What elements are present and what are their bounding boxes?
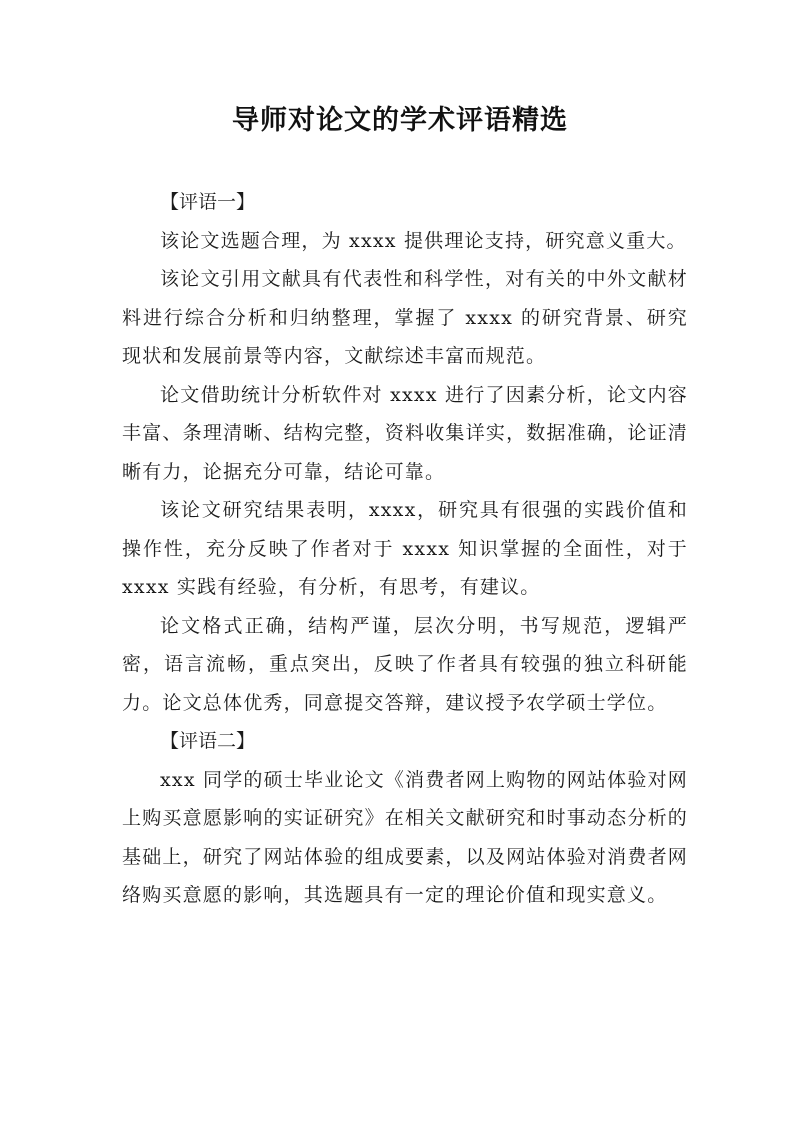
paragraph: 该论文引用文献具有代表性和科学性，对有关的中外文献材料进行综合分析和归纳整理，掌握了 xxxx 的研究背景、研究现状和发展前景等内容，文献综述丰富而规范。 (122, 268, 688, 367)
paragraph: 该论文选题合理，为 xxxx 提供理论支持，研究意义重大。 (160, 229, 687, 252)
section-heading-2: 【评语二】 (160, 730, 256, 752)
paragraph: 论文借助统计分析软件对 xxxx 进行了因素分析，论文内容丰富、条理清晰、结构完整，资料收集详实，数据准确，论证清晰有力，论据充分可靠，结论可靠。 (122, 383, 688, 483)
section-heading-1: 【评语一】 (160, 191, 256, 213)
document-title: 导师对论文的学术评语精选 (232, 105, 568, 136)
paragraph: 该论文研究结果表明，xxxx，研究具有很强的实践价值和操作性，充分反映了作者对于 xxxx 知识掌握的全面性，对于 xxxx 实践有经验，有分析，有思考，有建议。 (122, 499, 688, 598)
paragraph: xxx 同学的硕士毕业论文《消费者网上购物的网站体验对网上购买意愿影响的实证研究》在相关文献研究和时事动态分析的基础上，研究了网站体验的组成要素，以及网站体验对消费者网络购买意愿的影响，其选题具有一定的理论价值和现实意义。 (122, 768, 688, 906)
paragraph: 论文格式正确，结构严谨，层次分明，书写规范，逻辑严密，语言流畅，重点突出，反映了作者具有较强的独立科研能力。论文总体优秀，同意提交答辩，建议授予农学硕士学位。 (122, 614, 688, 714)
document-body (122, 183, 688, 915)
